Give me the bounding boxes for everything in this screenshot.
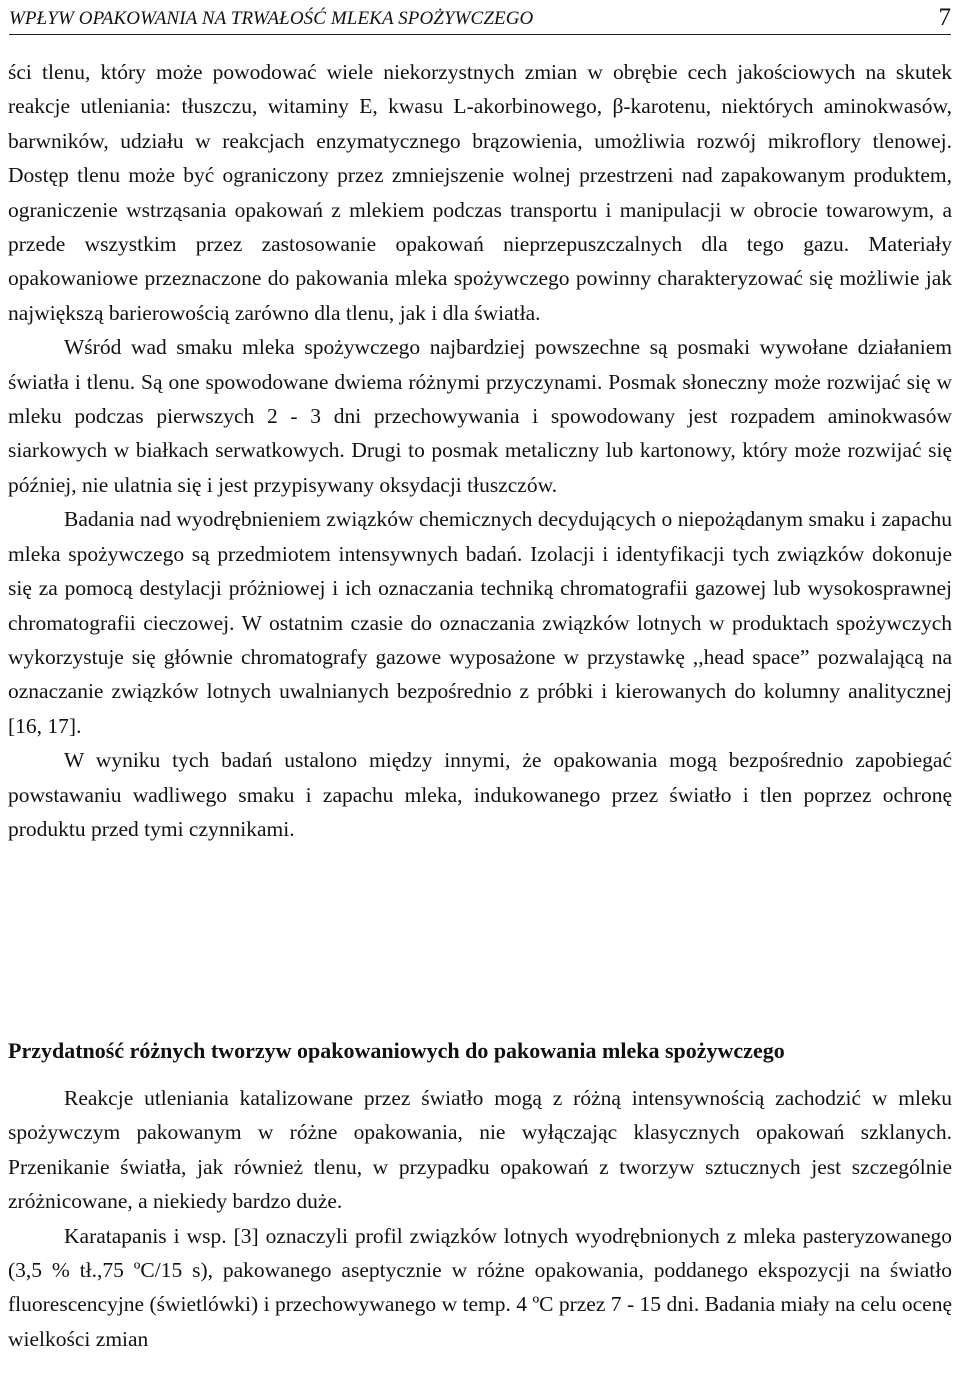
running-header	[9, 6, 951, 35]
paragraph-flavor-defects: Wśród wad smaku mleka spożywczego najbardziej powszechne są posmaki wywołane działaniem światła i tlenu. Są one spowodowane dwiema różnymi przyczynami. Posmak słoneczny może rozwijać się w mleku podczas pierwszych 2 - 3 dni przechowywania i spowodowany jest rozpadem aminokwasów siarkowych w białkach serwatkowych. Drugi to posmak metaliczny lub kartonowy, który może rozwijać się później, nie ulatnia się i jest przypisywany oksydacji tłuszczów.	[8, 335, 952, 497]
section-heading: Przydatność różnych tworzyw opakowaniowych do pakowania mleka spożywczego	[8, 1038, 785, 1063]
paragraph-karatapanis-study: Karatapanis i wsp. [3] oznaczyli profil związków lotnych wyodrębnionych z mleka pasteryzowanego (3,5 % tł.,75 ºC/15 s), pakowanego aseptycznie w różne opakowania, poddanego ekspozycji na światło fluorescencyjne (świetlówki) i przechowywanego w temp. 4 ºC przez 7 - 15 dni. Badania miały na celu ocenę wielkości zmian	[8, 1223, 952, 1351]
paragraph-packaging-protection: W wyniku tych badań ustalono między innymi, że opakowania mogą bezpośrednio zapobiegać powstawaniu wadliwego smaku i zapachu mleka, indukowanego przez światło i tlen poprzez ochronę produktu przed tymi czynnikami.	[8, 748, 952, 841]
page-number: 7	[938, 4, 951, 31]
paragraph-oxygen-effects: ści tlenu, który może powodować wiele niekorzystnych zmian w obrębie cech jakościowych na skutek reakcje utleniania: tłuszczu, witaminy E, kwasu L-akorbinowego, β-karotenu, niektórych aminokwasów, barwników, udziału w reakcjach enzymatycznego brązowienia, umożliwia rozwój mikroflory tlenowej. Dostęp tlenu może być ograniczony przez zmniejszenie wolnej przestrzeni nad zapakowanym produktem, ograniczenie wstrząsania opakowań z mlekiem podczas transportu i manipulacji w obrocie towarowym, a przede wszystkim przez zastosowanie opakowań nieprzepuszczalnych dla tego gazu. Materiały opakowaniowe przeznaczone do pakowania mleka spożywczego powinny charakteryzować się możliwie jak największą barierowością zarówno dla tlenu, jak i dla światła.	[8, 60, 952, 325]
running-title: WPŁYW OPAKOWANIA NA TRWAŁOŚĆ MLEKA SPOŻYWCZEGO	[9, 8, 534, 29]
paragraph-light-oxidation: Reakcje utleniania katalizowane przez światło mogą z różną intensywnością zachodzić w mleku spożywczym pakowanym w różne opakowania, nie wyłączając klasycznych opakowań szklanych. Przenikanie światła, jak również tlenu, w przypadku opakowań z tworzyw sztucznych jest szczególnie zróżnicowane, a niekiedy bardzo duże.	[8, 1086, 952, 1214]
body-text	[8, 55, 952, 846]
section-text	[8, 1081, 952, 1356]
paragraph-compound-analysis: Badania nad wyodrębnieniem związków chemicznych decydujących o niepożądanym smaku i zapachu mleka spożywczego są przedmiotem intensywnych badań. Izolacji i identyfikacji tych związków dokonuje się za pomocą destylacji próżniowej i ich oznaczania techniką chromatografii gazowej lub wysokosprawnej chromatografii cieczowej. W ostatnim czasie do oznaczania związków lotnych w produktach spożywczych wykorzystuje się głównie chromatografy gazowe wyposażone w przystawkę ,,head space” pozwalającą na oznaczanie związków lotnych uwalnianych bezpośrednio z próbki i kierowanych do kolumny analitycznej [16, 17].	[8, 507, 952, 738]
